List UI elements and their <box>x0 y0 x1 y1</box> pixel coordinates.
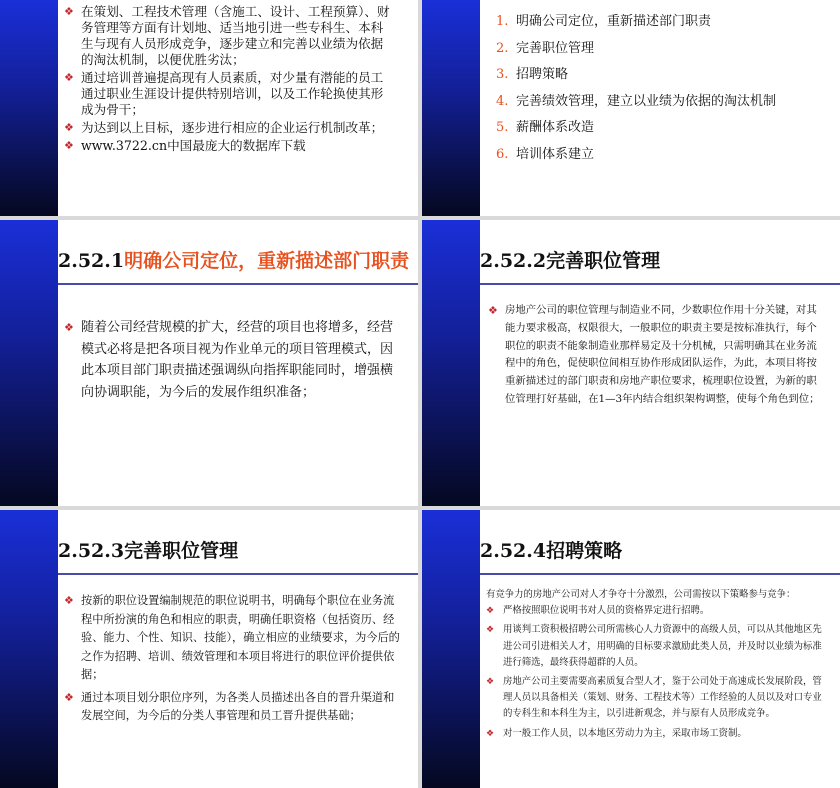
bullet-item <box>64 70 390 118</box>
list-item <box>496 65 776 92</box>
slide-side-bar <box>422 510 480 788</box>
slide-side-bar <box>0 220 58 506</box>
diamond-bullet-icon: ❖ <box>64 139 74 152</box>
slide-6 <box>422 510 840 788</box>
list-text: 培训体系建立 <box>516 146 595 162</box>
diamond-bullet-icon: ❖ <box>486 677 495 688</box>
diamond-bullet-icon: ❖ <box>488 304 498 317</box>
title-number: 2.52.1 <box>58 250 125 272</box>
title-divider <box>58 573 418 575</box>
diamond-bullet-icon: ❖ <box>64 321 74 334</box>
list-text: 明确公司定位，重新描述部门职责 <box>516 14 712 29</box>
intro-text: 有竞争力的房地产公司对人才争夺十分激烈，公司需按以下策略参与竞争： <box>486 589 796 600</box>
diamond-bullet-icon: ❖ <box>486 625 495 636</box>
slide-title: 2.52.4招聘策略 <box>480 540 623 562</box>
list-text: 完善职位管理 <box>516 40 595 56</box>
bullet-item <box>64 689 402 726</box>
slide-5 <box>0 510 418 788</box>
bullet-text: 房地产公司主要需要高素质复合型人才，鉴于公司处于高速成长发展阶段，管理人员以具备相关（策划、财务、工程技术等）工作经验的人员以及对口专业的专科生和本科生为主，以引进新观念，并与原有人员形成竞争。 <box>503 676 822 720</box>
list-item <box>496 12 776 39</box>
diamond-bullet-icon: ❖ <box>64 121 74 134</box>
bullet-text: 在策划、工程技术管理（含施工、设计、工程预算）、财务管理等方面有计划地、适当地引进一些专科生、本科生与现有人员形成竞争，逐步建立和完善以业绩为依据的淘汰机制，以便优胜劣汰； <box>81 4 390 67</box>
list-text: 招聘策略 <box>516 67 569 82</box>
list-text: 完善绩效管理，建立以业绩为依据的淘汰机制 <box>516 93 777 109</box>
slide-2 <box>422 0 840 216</box>
bullet-item <box>486 726 826 742</box>
bullet-item <box>64 317 398 403</box>
list-number: 1. <box>496 14 509 29</box>
bullet-item <box>486 622 826 671</box>
diamond-bullet-icon: ❖ <box>64 71 74 84</box>
slide-4 <box>422 220 840 506</box>
slide-3-body <box>64 317 398 403</box>
bullet-text: www.3722.cn中国最庞大的数据库下载 <box>81 138 306 153</box>
slide-5-body <box>64 592 402 730</box>
bullet-text: 通过本项目划分职位序列，为各类人员描述出各自的晋升渠道和发展空间，为今后的分类人事管理和员工晋升提供基础； <box>81 690 395 722</box>
list-number: 5. <box>496 120 509 135</box>
numbered-list <box>496 12 776 171</box>
list-item <box>496 145 776 172</box>
list-item <box>496 118 776 145</box>
bullet-text: 严格按照职位说明书对人员的资格界定进行招聘。 <box>503 605 710 617</box>
list-item <box>496 39 776 66</box>
list-number: 3. <box>496 67 509 82</box>
list-number: 4. <box>496 93 509 109</box>
slide-title: 2.52.2完善职位管理 <box>480 250 661 272</box>
bullet-item <box>64 4 390 68</box>
title-divider <box>58 283 418 285</box>
bullet-item <box>64 120 390 136</box>
title-divider <box>480 283 840 285</box>
title-divider <box>480 573 840 575</box>
diamond-bullet-icon: ❖ <box>64 594 74 607</box>
bullet-text: 为达到以上目标，逐步进行相应的企业运行机制改革； <box>81 120 384 135</box>
slide-side-bar <box>0 510 58 788</box>
diamond-bullet-icon: ❖ <box>486 728 495 739</box>
slide-side-bar <box>422 220 480 506</box>
diamond-bullet-icon: ❖ <box>486 606 495 617</box>
list-number: 6. <box>496 146 509 162</box>
slide-6-body <box>486 587 826 745</box>
bullet-item <box>486 603 826 619</box>
slide-side-bar <box>0 0 58 216</box>
bullet-text: 按新的职位设置编制规范的职位说明书，明确每个职位在业务流程中所扮演的角色和相应的职责，明确任职资格（包括资历、经验、能力、个性、知识、技能），确立相应的业绩要求，为今后的之作为招聘、培训、绩效管理和本项目将进行的职位评价提供依据； <box>81 594 400 681</box>
bullet-item <box>486 674 826 723</box>
bullet-item <box>64 592 402 685</box>
bullet-text: 通过培训普遍提高现有人员素质，对少量有潜能的员工通过职业生涯设计提供特别培训，以及工作轮换使其形成为骨干； <box>81 70 384 117</box>
diamond-bullet-icon: ❖ <box>64 690 74 704</box>
list-item <box>496 92 776 119</box>
slide-title: 2.52.3完善职位管理 <box>58 540 239 562</box>
slide-side-bar <box>422 0 480 216</box>
bullet-text: 房地产公司的职位管理与制造业不同，少数职位作用十分关键，对其能力要求极高，权限很大，一般职位的职责主要是按标准执行，每个职位的职责不能象制造业那样易定及十分机械，只需明确其在业务流程中的角色，促使职位间相互协作形成团队运作，为此，本项目将按重新描述过的部门职责和房地产职位要求，梳理职位设置，为新的职位管理打好基础，在1—3年内结合组织架构调整，使每个角色到位； <box>505 304 820 405</box>
title-highlight: 明确公司定位，重新描述部门职责 <box>124 250 410 272</box>
diamond-bullet-icon: ❖ <box>64 5 74 18</box>
slide-4-body <box>488 302 822 409</box>
list-text: 薪酬体系改造 <box>516 120 595 135</box>
bullet-item <box>488 302 822 409</box>
slide-1-body <box>64 4 390 156</box>
list-number: 2. <box>496 40 509 56</box>
slide-3 <box>0 220 418 506</box>
bullet-text: 对一般工作人员，以本地区劳动力为主，采取市场工资制。 <box>503 727 747 739</box>
bullet-text: 用谈判工资积极招聘公司所需核心人力资源中的高级人员，可以从其他地区先进公司引进相关人才，用明确的目标要求激励此类人员，并及时以业绩为标准进行筛选，最终获得超群的人员。 <box>503 624 822 668</box>
slide-1 <box>0 0 418 216</box>
slide-title <box>58 246 409 273</box>
bullet-item <box>64 138 390 154</box>
bullet-text: 随着公司经营规模的扩大，经营的项目也将增多，经营模式必将是把各项目视为作业单元的项目管理模式，因此本项目部门职责描述强调纵向指挥职能同时，增强横向协调职能，为今后的发展作组织准备； <box>81 320 394 400</box>
